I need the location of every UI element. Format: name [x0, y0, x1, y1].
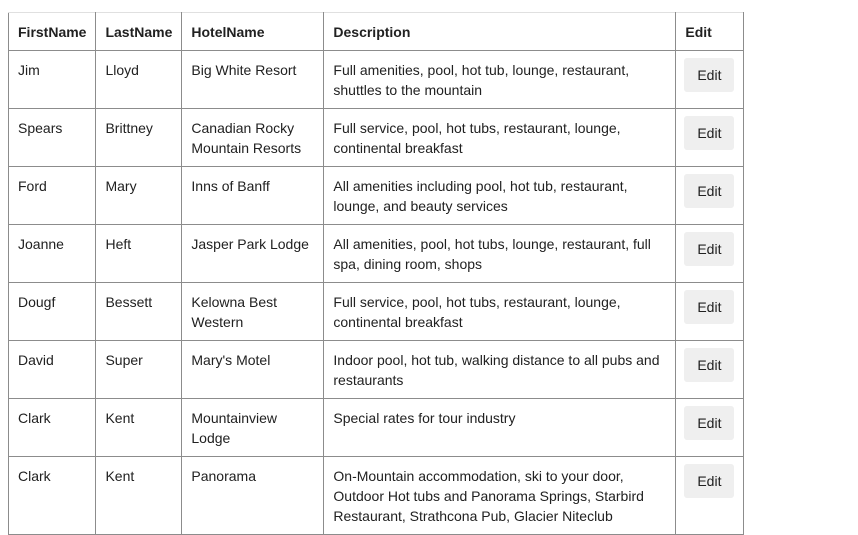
cell-firstname: David [9, 341, 96, 399]
edit-button[interactable]: Edit [684, 174, 734, 208]
header-description: Description [324, 13, 676, 51]
edit-button[interactable]: Edit [684, 464, 734, 498]
header-firstname: FirstName [9, 13, 96, 51]
cell-lastname: Super [96, 341, 182, 399]
hotel-table-container [8, 12, 744, 535]
cell-firstname: Clark [9, 399, 96, 457]
cell-firstname: Ford [9, 167, 96, 225]
cell-lastname: Mary [96, 167, 182, 225]
table-row [9, 109, 744, 167]
hotel-bookings-table [8, 12, 744, 535]
cell-firstname: Spears [9, 109, 96, 167]
cell-description: Full service, pool, hot tubs, restaurant, lounge, continental breakfast [324, 283, 676, 341]
table-row [9, 283, 744, 341]
cell-hotelname: Mary's Motel [182, 341, 324, 399]
table-header-row [9, 13, 744, 51]
cell-description: Full service, pool, hot tubs, restaurant, lounge, continental breakfast [324, 109, 676, 167]
cell-hotelname: Canadian Rocky Mountain Resorts [182, 109, 324, 167]
cell-hotelname: Jasper Park Lodge [182, 225, 324, 283]
table-row [9, 51, 744, 109]
cell-firstname: Dougf [9, 283, 96, 341]
cell-edit [676, 399, 744, 457]
cell-lastname: Kent [96, 399, 182, 457]
cell-firstname: Joanne [9, 225, 96, 283]
cell-firstname: Clark [9, 457, 96, 535]
edit-button[interactable]: Edit [684, 116, 734, 150]
cell-hotelname: Inns of Banff [182, 167, 324, 225]
cell-edit [676, 51, 744, 109]
cell-edit [676, 225, 744, 283]
cell-edit [676, 457, 744, 535]
table-row [9, 225, 744, 283]
edit-button[interactable]: Edit [684, 290, 734, 324]
cell-description: Full amenities, pool, hot tub, lounge, restaurant, shuttles to the mountain [324, 51, 676, 109]
cell-description: On-Mountain accommodation, ski to your door, Outdoor Hot tubs and Panorama Springs, Starbird Restaurant, Strathcona Pub, Glacier Niteclub [324, 457, 676, 535]
cell-lastname: Brittney [96, 109, 182, 167]
table-row [9, 341, 744, 399]
cell-hotelname: Kelowna Best Western [182, 283, 324, 341]
edit-button[interactable]: Edit [684, 348, 734, 382]
edit-button[interactable]: Edit [684, 406, 734, 440]
cell-edit [676, 283, 744, 341]
cell-firstname: Jim [9, 51, 96, 109]
edit-button[interactable]: Edit [684, 232, 734, 266]
cell-hotelname: Panorama [182, 457, 324, 535]
cell-lastname: Bessett [96, 283, 182, 341]
cell-description: All amenities, pool, hot tubs, lounge, restaurant, full spa, dining room, shops [324, 225, 676, 283]
cell-hotelname: Mountainview Lodge [182, 399, 324, 457]
edit-button[interactable]: Edit [684, 58, 734, 92]
table-row [9, 167, 744, 225]
cell-lastname: Heft [96, 225, 182, 283]
cell-lastname: Lloyd [96, 51, 182, 109]
cell-description: Indoor pool, hot tub, walking distance to all pubs and restaurants [324, 341, 676, 399]
header-edit: Edit [676, 13, 744, 51]
table-row [9, 399, 744, 457]
cell-edit [676, 109, 744, 167]
cell-edit [676, 167, 744, 225]
cell-hotelname: Big White Resort [182, 51, 324, 109]
header-lastname: LastName [96, 13, 182, 51]
header-hotelname: HotelName [182, 13, 324, 51]
table-row [9, 457, 744, 535]
cell-description: Special rates for tour industry [324, 399, 676, 457]
cell-edit [676, 341, 744, 399]
cell-description: All amenities including pool, hot tub, restaurant, lounge, and beauty services [324, 167, 676, 225]
cell-lastname: Kent [96, 457, 182, 535]
